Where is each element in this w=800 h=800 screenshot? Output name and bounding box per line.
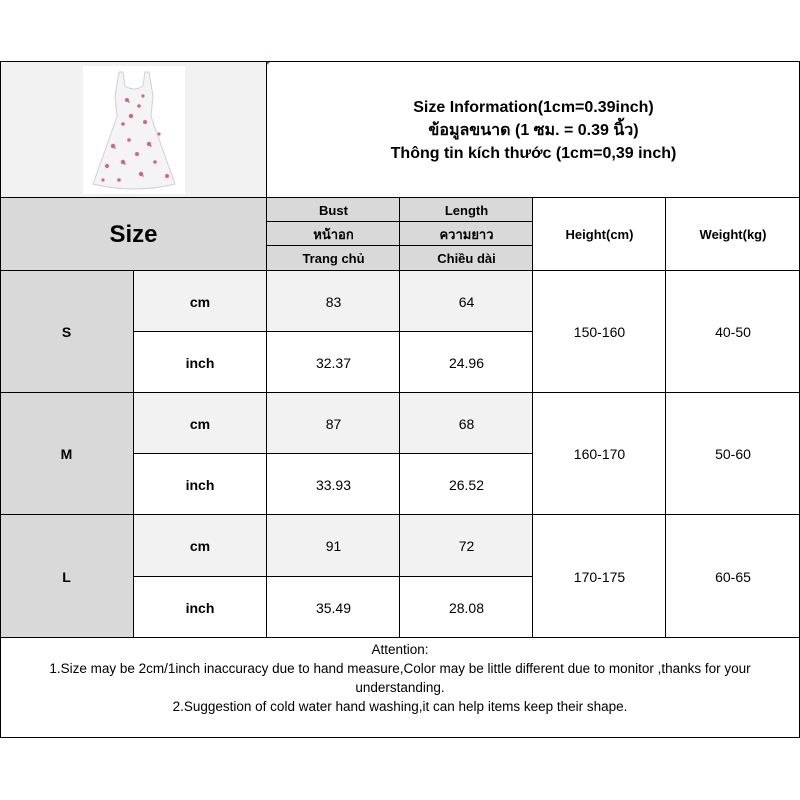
grid-line bbox=[0, 514, 800, 515]
size-label-m: M bbox=[60, 446, 73, 462]
size-info-line-th: ข้อมูลขนาด (1 ซม. = 0.39 นิ้ว) bbox=[428, 121, 639, 139]
bust-inch-s: 32.37 bbox=[315, 354, 352, 371]
length-cm-l: 72 bbox=[458, 538, 475, 554]
length-header-en: Length bbox=[444, 202, 489, 218]
unit-cm-s: cm bbox=[189, 293, 211, 310]
length-inch-l: 28.08 bbox=[448, 599, 485, 616]
grid-line bbox=[267, 221, 533, 222]
height-s: 150-160 bbox=[573, 324, 626, 340]
unit-cm-m: cm bbox=[189, 415, 211, 432]
attention-note-1: 1.Size may be 2cm/1inch inaccuracy due to hand measure,Color may be little different due to monitor ,thanks for your understanding. bbox=[49, 661, 751, 695]
size-header: Size bbox=[109, 220, 158, 248]
grid-line bbox=[266, 61, 267, 638]
grid-line bbox=[0, 270, 800, 271]
grid-line bbox=[399, 197, 400, 638]
attention-note-2: 2.Suggestion of cold water hand washing,it can help items keep their shape. bbox=[172, 699, 628, 714]
grid-line bbox=[0, 392, 800, 393]
size-label-l: L bbox=[62, 568, 71, 585]
unit-inch-l: inch bbox=[185, 599, 215, 616]
bust-inch-l: 35.49 bbox=[315, 599, 352, 616]
bust-cm-l: 91 bbox=[325, 538, 342, 554]
grid-line bbox=[267, 245, 533, 246]
size-info-line-vi: Thông tin kích thước (1cm=0,39 inch) bbox=[390, 144, 677, 162]
grid-line bbox=[0, 197, 800, 198]
grid-line bbox=[532, 197, 533, 638]
length-cm-s: 64 bbox=[458, 293, 475, 310]
length-inch-s: 24.96 bbox=[448, 354, 485, 371]
attention-title: Attention: bbox=[371, 642, 429, 657]
size-info-title bbox=[267, 62, 800, 198]
length-inch-m: 26.52 bbox=[448, 476, 485, 493]
grid-line bbox=[0, 737, 800, 738]
grid-line bbox=[133, 331, 533, 332]
dress-image bbox=[83, 66, 185, 194]
grid-line bbox=[0, 637, 800, 638]
length-header-vi: Chiều dài bbox=[437, 251, 496, 266]
bust-header-th: หน้าอก bbox=[313, 226, 354, 242]
attention-section bbox=[0, 639, 800, 737]
grid-line bbox=[665, 197, 666, 638]
unit-inch-m: inch bbox=[185, 476, 215, 493]
size-label-s: S bbox=[61, 324, 72, 340]
bust-header-en: Bust bbox=[319, 202, 348, 218]
bust-cm-s: 83 bbox=[325, 293, 342, 310]
grid-line bbox=[133, 270, 134, 638]
length-header-th: ความยาว bbox=[439, 226, 494, 242]
height-header: Height(cm) bbox=[565, 227, 634, 242]
grid-line bbox=[133, 453, 533, 454]
weight-m: 50-60 bbox=[715, 446, 751, 462]
unit-cm-l: cm bbox=[189, 538, 211, 554]
height-m: 160-170 bbox=[573, 446, 626, 462]
bust-inch-m: 33.93 bbox=[315, 476, 352, 493]
grid-line bbox=[133, 576, 533, 577]
length-cm-m: 68 bbox=[458, 415, 475, 432]
unit-inch-s: inch bbox=[185, 354, 215, 371]
height-l: 170-175 bbox=[573, 568, 626, 585]
weight-l: 60-65 bbox=[715, 568, 751, 585]
bust-cm-m: 87 bbox=[325, 415, 342, 432]
bust-header-vi: Trang chủ bbox=[302, 251, 365, 266]
size-info-line-en: Size Information(1cm=0.39inch) bbox=[413, 98, 654, 116]
grid-line bbox=[0, 61, 1, 738]
weight-s: 40-50 bbox=[715, 324, 751, 340]
weight-header: Weight(kg) bbox=[699, 227, 767, 242]
grid-line bbox=[0, 61, 800, 62]
